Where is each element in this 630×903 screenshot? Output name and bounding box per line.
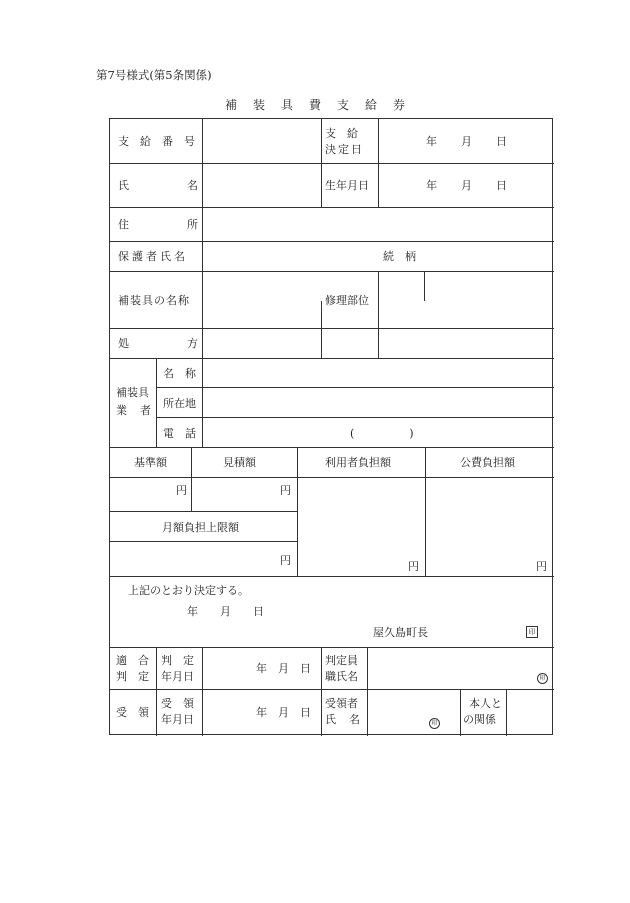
- device-name-label: 補装具の名称: [118, 294, 190, 307]
- base-yen: 円: [176, 484, 187, 497]
- number-label: 支給番号: [118, 135, 206, 148]
- public-share-yen: 円: [536, 560, 547, 573]
- receiver-seal-icon: 印: [429, 718, 440, 729]
- birth-month: 月: [461, 179, 472, 192]
- relation-to-person-label-1: 本人と: [469, 697, 502, 710]
- base-amount-label: 基準額: [134, 456, 167, 469]
- estimate-amount-label: 見積額: [223, 456, 256, 469]
- name-label-1: 氏: [118, 179, 129, 192]
- birth-label: 生年月日: [325, 179, 369, 192]
- repair-label: 修理部位: [325, 294, 369, 307]
- judgment-date-label-1: 判 定: [161, 654, 194, 667]
- birth-day: 日: [496, 179, 507, 192]
- style-label: 第7号様式(第5条関係): [96, 68, 212, 82]
- vendor-location-label: 所在地: [163, 397, 196, 410]
- name-label-2: 名: [187, 179, 198, 192]
- decision-date: 年 月 日: [187, 605, 264, 618]
- estimate-yen: 円: [280, 484, 291, 497]
- receipt-label: 受 領: [116, 706, 149, 719]
- vendor-name-label: 名 称: [163, 367, 196, 380]
- decision-date-label-2: 決定日: [325, 143, 364, 156]
- monthly-cap-yen: 円: [280, 554, 291, 567]
- judgment-label-2: 判 定: [116, 670, 149, 683]
- address-label-2: 所: [187, 218, 198, 231]
- receiver-label-1: 受領者: [325, 697, 358, 710]
- relation-label: 続 柄: [383, 250, 416, 263]
- prescription-label-1: 処: [118, 337, 129, 350]
- vendor-label-1: 補装具: [116, 386, 149, 399]
- officer-label-1: 判定員: [325, 654, 358, 667]
- address-label-1: 住: [118, 218, 129, 231]
- user-share-yen: 円: [408, 560, 419, 573]
- number-field[interactable]: [202, 119, 321, 163]
- officer-label-2: 職氏名: [325, 670, 358, 683]
- receipt-date-label-2: 年月日: [161, 713, 194, 726]
- receiver-label-2: 氏 名: [325, 713, 361, 726]
- monthly-cap-label: 月額負担上限額: [162, 521, 239, 534]
- officer-seal-icon: 印: [537, 673, 548, 684]
- decision-year: 年: [426, 135, 437, 148]
- relation-to-person-label-2: の関係: [463, 713, 496, 726]
- decision-statement: 上記のとおり決定する。: [128, 584, 249, 597]
- vendor-phone-paren: ( ): [350, 427, 414, 440]
- document-title: 補装具費支給券: [224, 98, 421, 112]
- guardian-label: 保護者氏名: [118, 250, 188, 263]
- vendor-label-2: 業 者: [116, 404, 152, 417]
- vendor-phone-label: 電 話: [163, 427, 196, 440]
- user-share-label: 利用者負担額: [325, 456, 391, 469]
- receipt-date: 年 月 日: [256, 706, 311, 719]
- decision-month: 月: [461, 135, 472, 148]
- voucher-form: [109, 118, 553, 735]
- birth-year: 年: [426, 179, 437, 192]
- prescription-label-2: 方: [187, 337, 198, 350]
- receipt-date-label-1: 受 領: [161, 697, 194, 710]
- public-share-label: 公費負担額: [460, 456, 515, 469]
- mayor-label: 屋久島町長: [373, 626, 428, 639]
- decision-date-label-1: 支 給: [325, 127, 358, 140]
- mayor-seal-icon: 印: [526, 626, 538, 638]
- judgment-label-1: 適 合: [116, 654, 149, 667]
- judgment-date-label-2: 年月日: [161, 670, 194, 683]
- judgment-date: 年 月 日: [256, 662, 311, 675]
- decision-day: 日: [496, 135, 507, 148]
